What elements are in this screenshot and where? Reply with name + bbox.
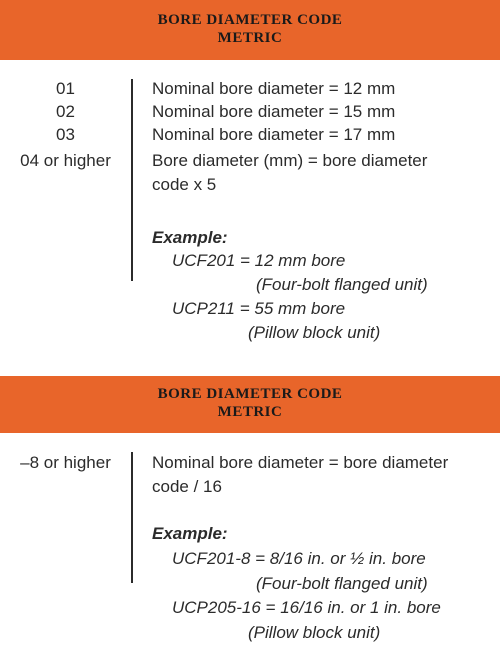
desc-8-line2: code / 16 <box>152 477 222 496</box>
section2-example-label: Example: <box>152 524 228 543</box>
section1-example1: UCF201 = 12 mm bore <box>172 251 346 270</box>
section1-divider <box>131 79 133 281</box>
section2-example1: UCF201-8 = 8/16 in. or ½ in. bore <box>172 549 426 568</box>
desc-01: Nominal bore diameter = 12 mm <box>152 79 396 98</box>
section2-example2-note: (Pillow block unit) <box>248 623 381 642</box>
section2-example1-note: (Four-bolt flanged unit) <box>256 574 428 593</box>
section1-title: BORE DIAMETER CODE <box>157 12 343 28</box>
section1-example-label: Example: <box>152 228 228 247</box>
section1-header <box>0 0 500 60</box>
code-8-or-higher: –8 or higher <box>20 453 111 472</box>
desc-8-line1: Nominal bore diameter = bore diameter <box>152 453 449 472</box>
section1-example2-note: (Pillow block unit) <box>248 323 381 342</box>
code-02: 02 <box>56 102 75 121</box>
section1-subtitle: METRIC <box>217 30 283 46</box>
section2-subtitle: METRIC <box>217 404 283 420</box>
desc-04-line1: Bore diameter (mm) = bore diameter <box>152 151 428 170</box>
desc-03: Nominal bore diameter = 17 mm <box>152 125 396 144</box>
code-03: 03 <box>56 125 75 144</box>
section2-header <box>0 376 500 433</box>
section2-example2: UCP205-16 = 16/16 in. or 1 in. bore <box>172 598 441 617</box>
section2-divider <box>131 452 133 583</box>
section1-example1-note: (Four-bolt flanged unit) <box>256 275 428 294</box>
desc-04-line2: code x 5 <box>152 175 217 194</box>
section2-title: BORE DIAMETER CODE <box>157 386 343 402</box>
desc-02: Nominal bore diameter = 15 mm <box>152 102 396 121</box>
section1-example2: UCP211 = 55 mm bore <box>172 299 346 318</box>
code-04-or-higher: 04 or higher <box>20 151 111 170</box>
code-01: 01 <box>56 79 75 98</box>
